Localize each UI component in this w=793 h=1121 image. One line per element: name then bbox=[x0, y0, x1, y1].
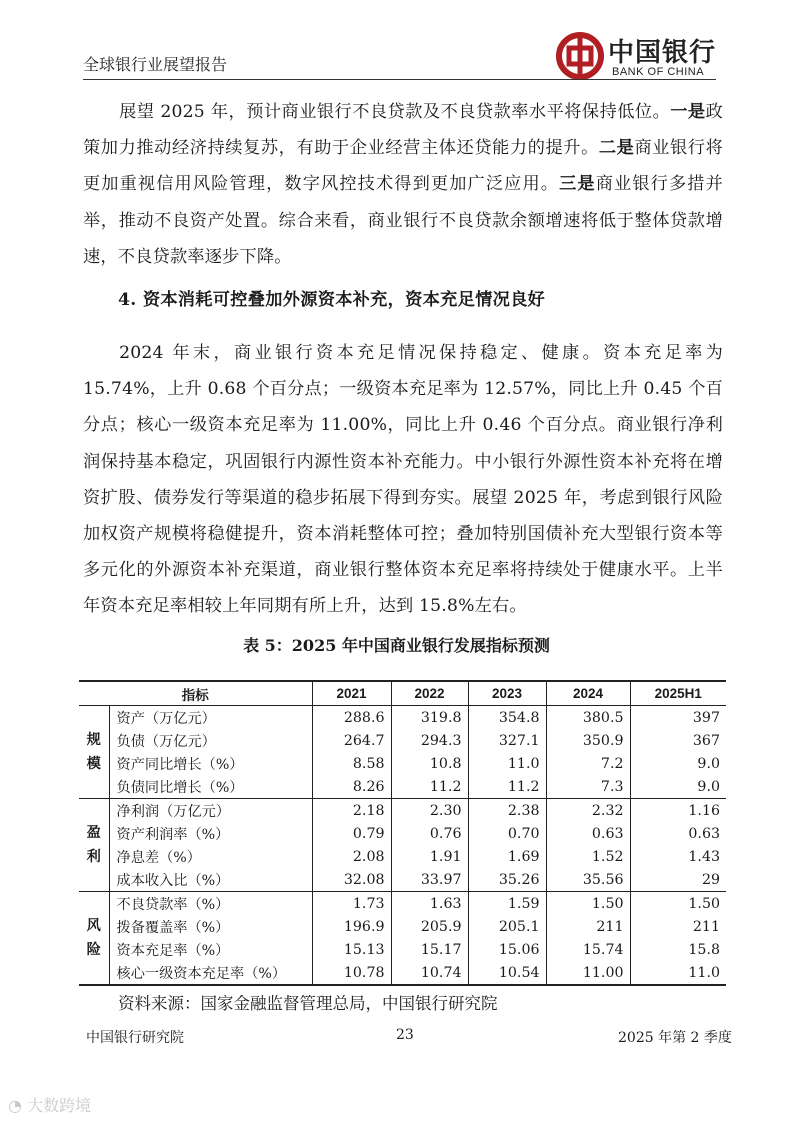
table-cell: 1.59 bbox=[468, 892, 546, 916]
table-cell: 10.78 bbox=[312, 961, 391, 985]
table-cell: 15.17 bbox=[391, 938, 468, 961]
table-cell: 380.5 bbox=[546, 706, 630, 730]
table-cell: 7.2 bbox=[546, 752, 630, 775]
table-cell: 15.13 bbox=[312, 938, 391, 961]
watermark-logo-icon: ◔ bbox=[8, 1096, 22, 1115]
table-cell: 0.79 bbox=[312, 822, 391, 845]
row-label: 净利润（万亿元） bbox=[109, 799, 312, 823]
table-cell: 11.2 bbox=[391, 775, 468, 799]
table-row bbox=[79, 706, 726, 730]
section-heading: 4. 资本消耗可控叠加外源资本补充，资本充足情况良好 bbox=[118, 290, 546, 310]
row-group-label: 盈 利 bbox=[79, 799, 109, 892]
column-header: 指标 bbox=[79, 681, 312, 706]
paragraph-text: 展望 2025 年，预计商业银行不良贷款及不良贷款率水平将保持低位。 bbox=[119, 102, 671, 122]
table-cell: 2.38 bbox=[468, 799, 546, 823]
paragraph-text: 政策加力推动经济持续复苏，有助于企业经营主体还贷能力的提升。 bbox=[83, 102, 723, 159]
table-cell: 9.0 bbox=[697, 778, 720, 795]
row-label: 不良贷款率（%） bbox=[109, 892, 312, 916]
table-cell: 10.8 bbox=[391, 752, 468, 775]
table-cell: 35.56 bbox=[546, 868, 630, 892]
paragraph-text: 商业银行将更加重视信用风险管理，数字风控技术得到更加广泛应用。 bbox=[83, 138, 723, 195]
report-title: 全球银行业展望报告 bbox=[83, 55, 228, 74]
table-cell: 2.32 bbox=[546, 799, 630, 823]
row-label: 资产利润率（%） bbox=[109, 822, 312, 845]
row-label: 资产（万亿元） bbox=[109, 706, 312, 730]
table-cell: 211 bbox=[546, 915, 630, 938]
table-cell: 10.74 bbox=[391, 961, 468, 985]
table-cell: 11.0 bbox=[468, 752, 546, 775]
column-header: 2024 bbox=[546, 681, 630, 706]
paragraph-text: 商业银行多措并举，推动不良资产处置。综合来看，商业银行不良贷款余额增速将低于整体贷款增速，不良贷款率逐步下降。 bbox=[83, 174, 723, 267]
table-cell: 1.73 bbox=[312, 892, 391, 916]
row-label: 拨备覆盖率（%） bbox=[109, 915, 312, 938]
bold-marker: 一是 bbox=[670, 102, 706, 122]
table-cell: 15.8 bbox=[688, 941, 720, 958]
table-cell: 264.7 bbox=[312, 729, 391, 752]
table-cell: 354.8 bbox=[468, 706, 546, 730]
table-cell: 1.91 bbox=[391, 845, 468, 868]
table-row bbox=[79, 915, 726, 938]
table-cell: 1.52 bbox=[546, 845, 630, 868]
table-cell: 2.08 bbox=[312, 845, 391, 868]
table-cell: 0.63 bbox=[688, 825, 720, 842]
table-cell: 211 bbox=[692, 918, 720, 935]
column-header: 2022 bbox=[391, 681, 468, 706]
table-cell: 9.0 bbox=[697, 755, 720, 772]
column-header: 2025H1 bbox=[630, 681, 726, 706]
table-cell: 196.9 bbox=[312, 915, 391, 938]
table-cell: 33.97 bbox=[391, 868, 468, 892]
table-cell: 205.9 bbox=[391, 915, 468, 938]
bold-marker: 二是 bbox=[598, 138, 635, 159]
table-header-row bbox=[79, 681, 726, 706]
table-cell: 11.2 bbox=[468, 775, 546, 799]
logo-english-name: BANK OF CHINA bbox=[612, 66, 705, 78]
table-cell: 1.50 bbox=[630, 892, 726, 916]
table-cell: 0.76 bbox=[391, 822, 468, 845]
row-group-label: 规 模 bbox=[79, 706, 109, 799]
table-cell: 1.50 bbox=[546, 892, 630, 916]
table-cell: 8.58 bbox=[312, 752, 391, 775]
row-label: 核心一级资本充足率（%） bbox=[109, 961, 312, 985]
table-cell: 367 bbox=[692, 732, 720, 749]
table-source-note: 资料来源：国家金融监督管理总局，中国银行研究院 bbox=[118, 994, 498, 1013]
table-cell: 319.8 bbox=[391, 706, 468, 730]
body-paragraph-outlook bbox=[83, 94, 723, 275]
table-row bbox=[79, 822, 726, 845]
table-cell: 15.06 bbox=[468, 938, 546, 961]
table-row bbox=[79, 961, 726, 985]
watermark bbox=[8, 1093, 91, 1116]
table-cell: 2.18 bbox=[312, 799, 391, 823]
table-cell: 288.6 bbox=[312, 706, 391, 730]
bank-of-china-emblem-icon bbox=[556, 32, 604, 80]
table-cell: 11.0 bbox=[630, 961, 726, 985]
table-cell: 7.3 bbox=[546, 775, 630, 799]
table-row bbox=[79, 845, 726, 868]
row-label: 资本充足率（%） bbox=[109, 938, 312, 961]
header-divider bbox=[83, 79, 716, 80]
body-paragraph-capital: 2024 年末，商业银行资本充足情况保持稳定、健康。资本充足率为 15.74%，上升 0.68 个百分点；一级资本充足率为 12.57%，同比上升 0.45 个百分点；核心一级资本充足率为 11.00%，同比上升 0.46 个百分点。商业银行净利润保持基本稳定，巩固银行内源性资本补充能力。中小银行外源性资本补充将在增资扩股、债券发行等渠道的稳步拓展下得到夯实。展望 2025 年，考虑到银行风险加权资产规模将稳健提升，资本消耗整体可控；叠加特别国债补充大型银行资本等多元化的外源资本补充渠道，商业银行整体资本充足率将持续处于健康水平。上半年资本充足率相较上年同期有所上升，达到 15.8%左右。 bbox=[83, 343, 723, 617]
watermark-text: 大数跨境 bbox=[27, 1096, 92, 1115]
table-cell: 397 bbox=[692, 709, 720, 726]
table-row bbox=[79, 938, 726, 961]
table-row bbox=[79, 775, 726, 799]
table-cell: 327.1 bbox=[468, 729, 546, 752]
table-caption: 表 5：2025 年中国商业银行发展指标预测 bbox=[243, 636, 550, 655]
table-cell: 1.16 bbox=[630, 799, 726, 823]
bold-marker: 三是 bbox=[559, 174, 596, 195]
table-cell: 1.63 bbox=[391, 892, 468, 916]
row-label: 负债同比增长（%） bbox=[109, 775, 312, 799]
row-label: 成本收入比（%） bbox=[109, 868, 312, 892]
row-label: 资产同比增长（%） bbox=[109, 752, 312, 775]
table-cell: 10.54 bbox=[468, 961, 546, 985]
table-cell: 32.08 bbox=[312, 868, 391, 892]
table-row bbox=[79, 729, 726, 752]
table-cell: 1.69 bbox=[468, 845, 546, 868]
table-cell: 35.26 bbox=[468, 868, 546, 892]
table-cell: 294.3 bbox=[391, 729, 468, 752]
table-row bbox=[79, 799, 726, 823]
table-cell: 15.74 bbox=[546, 938, 630, 961]
bank-of-china-logo bbox=[556, 32, 716, 82]
table-cell: 350.9 bbox=[546, 729, 630, 752]
table-row bbox=[79, 752, 726, 775]
table-row bbox=[79, 892, 726, 916]
table-cell: 11.00 bbox=[546, 961, 630, 985]
footer-organization: 中国银行研究院 bbox=[86, 1030, 184, 1046]
logo-chinese-name: 中国银行 bbox=[608, 38, 717, 68]
table-cell: 29 bbox=[701, 871, 720, 888]
table-cell: 2.30 bbox=[391, 799, 468, 823]
page-number: 23 bbox=[396, 1027, 414, 1043]
row-group-label: 风 险 bbox=[79, 892, 109, 986]
table-cell: 0.63 bbox=[546, 822, 630, 845]
table-row bbox=[79, 868, 726, 892]
footer-period: 2025 年第 2 季度 bbox=[618, 1030, 732, 1046]
table-cell: 1.43 bbox=[688, 848, 720, 865]
column-header: 2023 bbox=[468, 681, 546, 706]
row-label: 净息差（%） bbox=[109, 845, 312, 868]
table-cell: 8.26 bbox=[312, 775, 391, 799]
indicator-forecast-table bbox=[79, 680, 726, 986]
column-header: 2021 bbox=[312, 681, 391, 706]
table-cell: 205.1 bbox=[468, 915, 546, 938]
row-label: 负债（万亿元） bbox=[109, 729, 312, 752]
table-cell: 0.70 bbox=[468, 822, 546, 845]
